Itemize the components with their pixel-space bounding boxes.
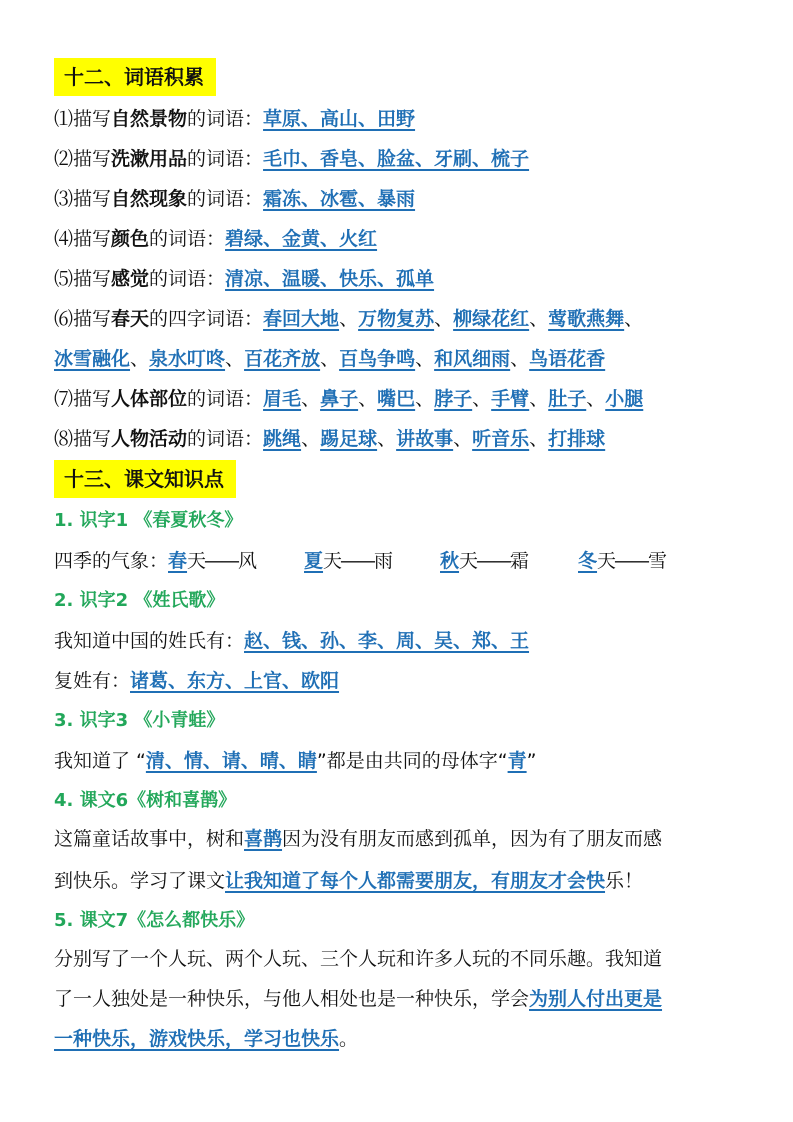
- separator: 、: [586, 388, 606, 410]
- line-prefix: ⑺描写: [54, 388, 112, 410]
- word: 和风细雨: [434, 348, 511, 370]
- line-suffix: 的词语：: [149, 268, 226, 290]
- season-item: [578, 550, 665, 572]
- word: 柳绿花红: [453, 308, 530, 330]
- line-prefix: ⑴描写: [54, 108, 112, 130]
- vocab-line-5: [54, 266, 753, 292]
- separator: 、: [339, 308, 359, 330]
- qing-root: 青: [507, 750, 527, 772]
- word: 脖子: [434, 388, 473, 410]
- word: 眉毛: [263, 388, 302, 410]
- line-prefix: ⑻描写: [54, 428, 112, 450]
- line-prefix: ⑶描写: [54, 188, 112, 210]
- seasons-line: [54, 548, 753, 574]
- line-suffix: 的词语：: [187, 148, 264, 170]
- para-text: 。: [339, 1028, 359, 1050]
- line-topic: 自然景物: [111, 108, 188, 130]
- compound-label: 复姓有：: [54, 670, 131, 692]
- word: 跳绳: [263, 428, 302, 450]
- line-topic: 洗漱用品: [111, 148, 188, 170]
- season-weather: 天——霜: [459, 550, 528, 572]
- vocab-line-4: [54, 226, 753, 252]
- vocab-line-2: [54, 146, 753, 172]
- line-suffix: 的词语：: [149, 228, 226, 250]
- qing-line: [54, 748, 753, 774]
- line-suffix: 的四字词语：: [149, 308, 264, 330]
- qing-text-3: ”: [526, 750, 537, 772]
- word: 讲故事: [396, 428, 454, 450]
- lesson-title-5: 5. 课文7《怎么都快乐》: [54, 910, 255, 931]
- lesson5-para-line-2: [54, 986, 753, 1012]
- word: 万物复苏: [358, 308, 435, 330]
- word: 小腿: [605, 388, 644, 410]
- para-answer: 喜鹊: [244, 828, 283, 850]
- separator: 、: [130, 348, 150, 370]
- surnames-line: [54, 628, 753, 654]
- para-answer: 一种快乐，游戏快乐，学习也快乐: [54, 1028, 340, 1050]
- vocab-line-3: [54, 186, 753, 212]
- separator: 、: [529, 428, 549, 450]
- compound-surnames-line: [54, 668, 753, 694]
- para-text: 乐！: [605, 870, 644, 892]
- para-text: 这篇童话故事中，树和: [54, 828, 245, 850]
- line-suffix: 的词语：: [187, 108, 264, 130]
- answer-words: 清凉、温暖、快乐、孤单: [225, 268, 435, 290]
- line-topic: 自然现象: [111, 188, 188, 210]
- para-answer: 为别人付出更是: [529, 988, 663, 1010]
- word: 肚子: [548, 388, 587, 410]
- line-suffix: 的词语：: [187, 188, 264, 210]
- word: 鸟语花香: [529, 348, 606, 370]
- line-topic: 人体部位: [111, 388, 188, 410]
- separator: 、: [415, 348, 435, 370]
- word: 百花齐放: [244, 348, 321, 370]
- lesson-title-1: 1. 识字1 《春夏秋冬》: [54, 510, 243, 531]
- section-heading-12: 十二、词语积累: [54, 58, 216, 96]
- word: 踢足球: [320, 428, 378, 450]
- separator: 、: [320, 348, 340, 370]
- separator: 、: [529, 308, 549, 330]
- word: 春回大地: [263, 308, 340, 330]
- season-char: 夏: [304, 550, 324, 572]
- separator: 、: [377, 428, 397, 450]
- separator: 、: [301, 428, 321, 450]
- word: 莺歌燕舞: [548, 308, 625, 330]
- line-prefix: ⑵描写: [54, 148, 112, 170]
- lesson4-para-line-2: [54, 868, 753, 894]
- season-char: 春: [168, 550, 188, 572]
- separator: 、: [510, 348, 530, 370]
- line-suffix: 的词语：: [187, 428, 264, 450]
- word: 百鸟争鸣: [339, 348, 416, 370]
- lesson-title-2: 2. 识字2 《姓氏歌》: [54, 590, 225, 611]
- answer-words: 草原、高山、田野: [263, 108, 416, 130]
- season-weather: 天——雨: [323, 550, 392, 572]
- line-prefix: ⑹描写: [54, 308, 112, 330]
- season-char: 冬: [578, 550, 598, 572]
- lesson5-para-line-1: [54, 946, 753, 972]
- surnames-answer: 赵、钱、孙、李、周、吴、郑、王: [244, 630, 530, 652]
- qing-text-1: 我知道了 “: [54, 750, 146, 772]
- line-suffix: 的词语：: [187, 388, 264, 410]
- separator: 、: [624, 308, 644, 330]
- separator: 、: [472, 388, 492, 410]
- season-item: [440, 548, 578, 574]
- vocab-line-6: [54, 306, 753, 332]
- word: 冰雪融化: [54, 348, 131, 370]
- line-prefix: ⑷描写: [54, 228, 112, 250]
- word: 鼻子: [320, 388, 359, 410]
- separator: 、: [529, 388, 549, 410]
- word: 手臂: [491, 388, 530, 410]
- separator: 、: [415, 388, 435, 410]
- separator: 、: [453, 428, 473, 450]
- compound-answer: 诸葛、东方、上官、欧阳: [130, 670, 340, 692]
- surnames-label: 我知道中国的姓氏有：: [54, 630, 245, 652]
- para-text: 分别写了一个人玩、两个人玩、三个人玩和许多人玩的不同乐趣。我知道: [54, 948, 663, 970]
- word: 听音乐: [472, 428, 530, 450]
- separator: 、: [434, 308, 454, 330]
- separator: 、: [225, 348, 245, 370]
- para-text: 了一人独处是一种快乐，与他人相处也是一种快乐，学会: [54, 988, 530, 1010]
- lesson-title-4: 4. 课文6《树和喜鹊》: [54, 790, 237, 811]
- section-heading-13: 十三、课文知识点: [54, 460, 236, 498]
- season-weather: 天——风: [187, 550, 256, 572]
- season-item: [304, 548, 440, 574]
- lesson5-para-line-3: [54, 1026, 753, 1052]
- separator: 、: [301, 388, 321, 410]
- season-char: 秋: [440, 550, 460, 572]
- seasons-label: 四季的气象：: [54, 550, 169, 572]
- line-prefix: ⑸描写: [54, 268, 112, 290]
- vocab-line-8: [54, 426, 753, 452]
- vocab-line-7: [54, 386, 753, 412]
- word: 打排球: [548, 428, 606, 450]
- answer-words: 碧绿、金黄、火红: [225, 228, 378, 250]
- qing-text-2: ”都是由共同的母体字“: [316, 750, 508, 772]
- vocab-line-6-cont: [54, 346, 753, 372]
- word: 泉水叮咚: [149, 348, 226, 370]
- answer-words: 霜冻、冰雹、暴雨: [263, 188, 416, 210]
- line-topic: 春天: [111, 308, 150, 330]
- para-answer: 让我知道了每个人都需要朋友，有朋友才会快: [225, 870, 606, 892]
- lesson4-para-line-1: [54, 826, 753, 852]
- qing-answer: 清、情、请、晴、睛: [145, 750, 317, 772]
- line-topic: 感觉: [111, 268, 150, 290]
- line-topic: 人物活动: [111, 428, 188, 450]
- season-item: [168, 548, 304, 574]
- season-weather: 天——雪: [597, 550, 666, 572]
- word: 嘴巴: [377, 388, 416, 410]
- lesson-title-3: 3. 识字3 《小青蛙》: [54, 710, 225, 731]
- line-topic: 颜色: [111, 228, 150, 250]
- vocab-line-1: [54, 106, 753, 132]
- answer-words: 毛巾、香皂、脸盆、牙刷、梳子: [263, 148, 530, 170]
- separator: 、: [358, 388, 378, 410]
- para-text: 因为没有朋友而感到孤单，因为有了朋友而感: [282, 828, 663, 850]
- para-text: 到快乐。学习了课文: [54, 870, 226, 892]
